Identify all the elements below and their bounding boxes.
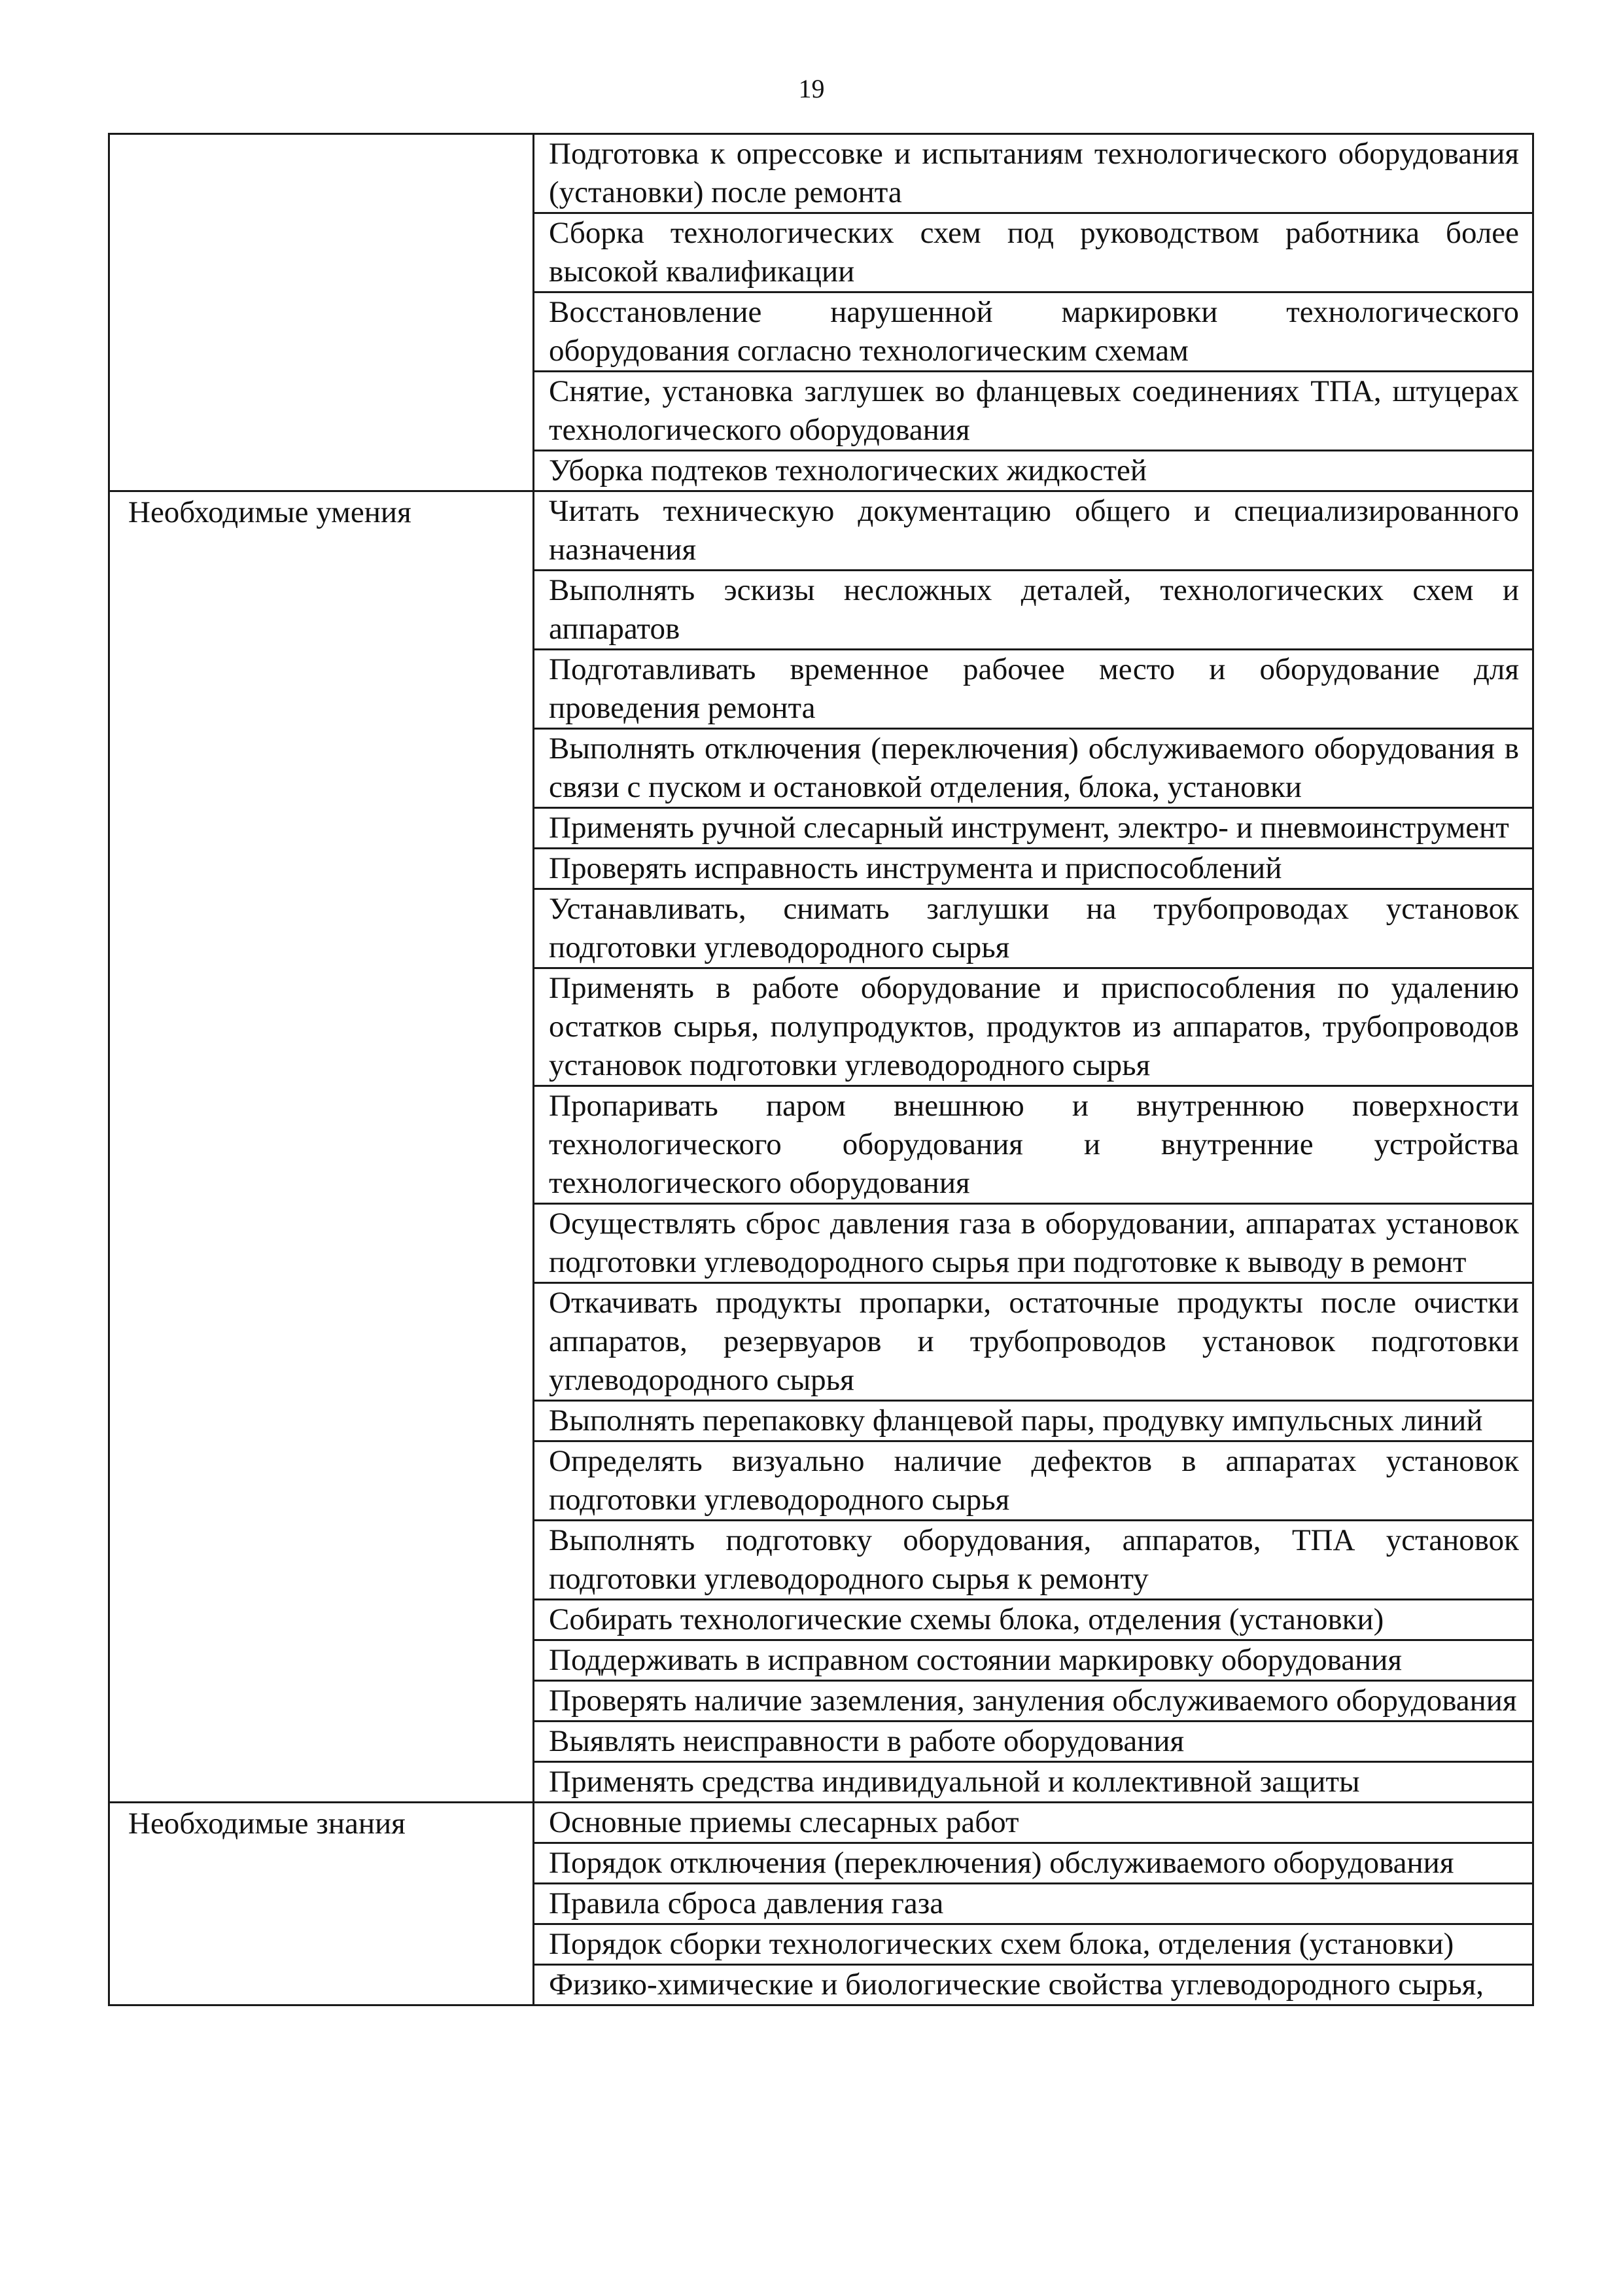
table-cell-item: Применять в работе оборудование и приспособления по удалению остатков сырья, полупродуктов, продуктов из аппаратов, трубопроводов установок подготовки углеводородного сырья xyxy=(534,968,1533,1086)
section-label-knowledge: Необходимые знания xyxy=(109,1803,534,2005)
table-cell-item: Осуществлять сброс давления газа в оборудовании, аппаратах установок подготовки углеводородного сырья при подготовке к выводу в ремонт xyxy=(534,1204,1533,1283)
table-cell-item: Снятие, установка заглушек во фланцевых соединениях ТПА, штуцерах технологического оборудования xyxy=(534,372,1533,451)
table-cell-item: Выполнять эскизы несложных деталей, технологических схем и аппаратов xyxy=(534,571,1533,650)
table-cell-item: Выполнять перепаковку фланцевой пары, продувку импульсных линий xyxy=(534,1401,1533,1441)
table-cell-item: Подготовка к опрессовке и испытаниям технологического оборудования (установки) после ремонта xyxy=(534,134,1533,213)
table-cell-item: Порядок отключения (переключения) обслуживаемого оборудования xyxy=(534,1843,1533,1884)
section-label-labor-actions xyxy=(109,134,534,491)
table-cell-item: Применять ручной слесарный инструмент, электро- и пневмоинструмент xyxy=(534,808,1533,849)
table-cell-item: Сборка технологических схем под руководством работника более высокой квалификации xyxy=(534,213,1533,292)
table-cell-item: Уборка подтеков технологических жидкостей xyxy=(534,451,1533,491)
section-label-skills: Необходимые умения xyxy=(109,491,534,1803)
table-row xyxy=(109,491,1533,571)
table-cell-item: Основные приемы слесарных работ xyxy=(534,1803,1533,1843)
table-cell-item: Проверять наличие заземления, зануления обслуживаемого оборудования xyxy=(534,1681,1533,1722)
table-row xyxy=(109,1803,1533,1843)
table-cell-item: Выявлять неисправности в работе оборудования xyxy=(534,1722,1533,1762)
table-cell-item: Выполнять подготовку оборудования, аппаратов, ТПА установок подготовки углеводородного сырья к ремонту xyxy=(534,1521,1533,1600)
table-cell-item: Устанавливать, снимать заглушки на трубопроводах установок подготовки углеводородного сырья xyxy=(534,889,1533,968)
table-cell-item: Определять визуально наличие дефектов в аппаратах установок подготовки углеводородного сырья xyxy=(534,1441,1533,1521)
table-cell-item: Физико-химические и биологические свойства углеводородного сырья, xyxy=(534,1965,1533,2005)
table-cell-item: Проверять исправность инструмента и приспособлений xyxy=(534,849,1533,889)
table-cell-item: Поддерживать в исправном состоянии маркировку оборудования xyxy=(534,1640,1533,1681)
requirements-table xyxy=(108,133,1534,2006)
page-number: 19 xyxy=(798,74,825,103)
table-cell-item: Выполнять отключения (переключения) обслуживаемого оборудования в связи с пуском и остановкой отделения, блока, установки xyxy=(534,729,1533,808)
table-cell-item: Применять средства индивидуальной и коллективной защиты xyxy=(534,1762,1533,1803)
table-cell-item: Откачивать продукты пропарки, остаточные продукты после очистки аппаратов, резервуаров и трубопроводов установок подготовки углеводородного сырья xyxy=(534,1283,1533,1401)
table-cell-item: Правила сброса давления газа xyxy=(534,1884,1533,1924)
table-cell-item: Собирать технологические схемы блока, отделения (установки) xyxy=(534,1600,1533,1640)
table-cell-item: Пропаривать паром внешнюю и внутреннюю поверхности технологического оборудования и внутренние устройства технологического оборудования xyxy=(534,1086,1533,1204)
table-cell-item: Порядок сборки технологических схем блока, отделения (установки) xyxy=(534,1924,1533,1965)
table-cell-item: Восстановление нарушенной маркировки технологического оборудования согласно технологическим схемам xyxy=(534,292,1533,372)
table-cell-item: Читать техническую документацию общего и специализированного назначения xyxy=(534,491,1533,571)
table-cell-item: Подготавливать временное рабочее место и оборудование для проведения ремонта xyxy=(534,650,1533,729)
table-row xyxy=(109,134,1533,213)
